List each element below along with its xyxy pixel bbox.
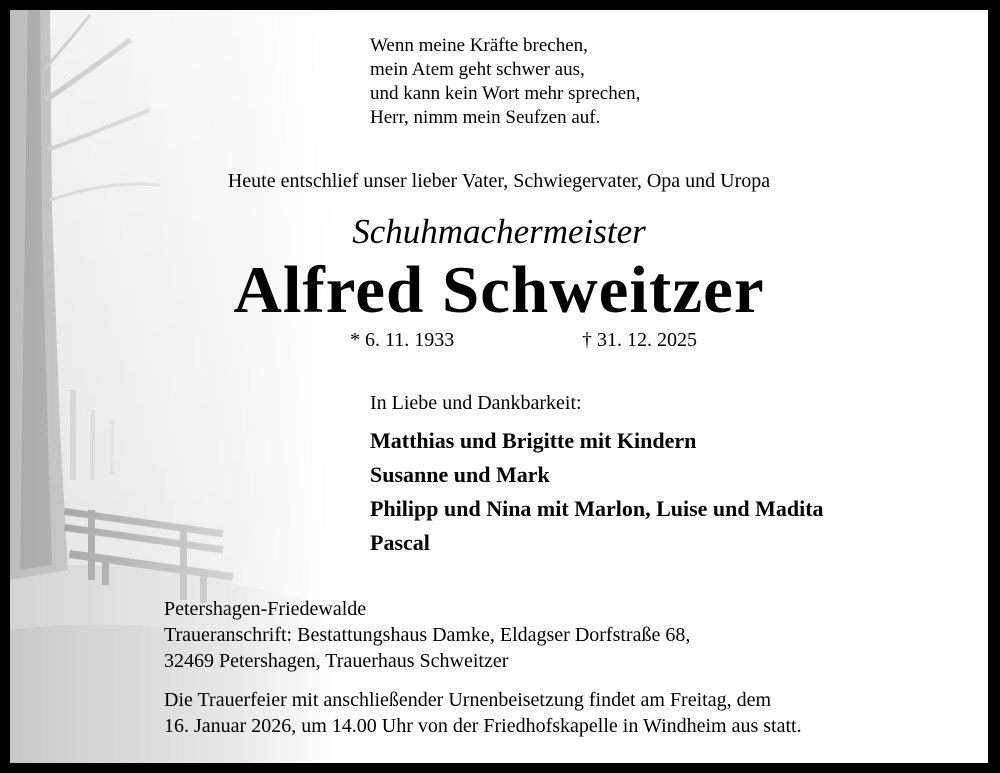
family-member: Pascal xyxy=(370,530,430,555)
address-block xyxy=(164,596,690,674)
poem-line: Herr, nimm mein Seufzen auf. xyxy=(370,107,601,128)
family-member: Philipp und Nina mit Marlon, Luise und Madita xyxy=(370,496,824,521)
family-list xyxy=(370,424,824,560)
poem-line: Wenn meine Kräfte brechen, xyxy=(370,35,588,56)
poem-line: mein Atem geht schwer aus, xyxy=(370,59,585,80)
service-info xyxy=(164,687,802,739)
occupation-title: Schuhmachermeister xyxy=(352,212,646,251)
address-line: Petershagen-Friedewalde xyxy=(164,598,367,620)
intro-text: Heute entschlief unser lieber Vater, Schwiegervater, Opa und Uropa xyxy=(227,170,771,192)
obituary-card xyxy=(10,10,988,763)
service-line: 16. Januar 2026, um 14.00 Uhr von der Friedhofskapelle in Windheim aus statt. xyxy=(164,715,802,737)
family-member: Susanne und Mark xyxy=(370,462,550,487)
love-line: In Liebe und Dankbarkeit: xyxy=(370,392,582,414)
poem xyxy=(370,34,640,130)
death-date: † 31. 12. 2025 xyxy=(582,329,697,351)
address-line: 32469 Petershagen, Trauerhaus Schweitzer xyxy=(164,650,509,672)
birth-date: * 6. 11. 1933 xyxy=(350,329,455,351)
deceased-name: Alfred Schweitzer xyxy=(233,253,765,327)
family-member: Matthias und Brigitte mit Kindern xyxy=(370,428,697,453)
service-line: Die Trauerfeier mit anschließender Urnenbeisetzung findet am Freitag, dem xyxy=(164,689,772,711)
poem-line: und kann kein Wort mehr sprechen, xyxy=(370,83,641,104)
address-line: Traueranschrift: Bestattungshaus Damke, Eldagser Dorfstraße 68, xyxy=(164,624,691,646)
